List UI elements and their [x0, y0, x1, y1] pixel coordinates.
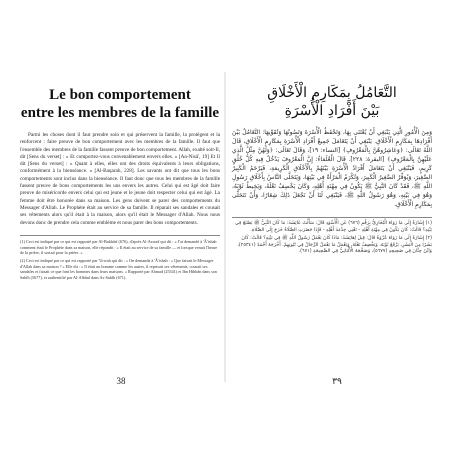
body-text-arabic: [232, 128, 432, 209]
title-line-2: بَيْنَ أَفْرَادِ الْأُسْرَةِ: [284, 103, 380, 119]
footnotes-french: [20, 235, 220, 281]
page-title-french: [20, 86, 220, 122]
footnotes-arabic: [232, 217, 432, 256]
page-number-left: 38: [116, 376, 126, 386]
title-line-2: entre les membres de la famille: [20, 105, 220, 121]
title-line-1: التَّعَامُلُ بِمَكَارِمِ الْأَخْلَاقِ: [267, 85, 397, 101]
left-page-french: [20, 72, 220, 372]
footnote-2: (2) Ceci est indiqué par ce qui est rapporté par 'Urwah qui dit : « On demanda à 'Â'ishah : « Que faisait le Messager d'Allah dans sa maison ? » Elle dit : « Il était un homme comme les autres, il reprisait ses vêtements, cousait ses sandales et faisait ce que font les hommes dans leurs maisons. » Rapporté par Ahmad (25341) et Ibn Hibbân dans son Sahîh (5677), et authentifié par Al-Albânî dans As-Sahîh (671).: [20, 257, 217, 281]
footnote-1: (1) Ceci est indiqué par ce qui est rapporté par Al-Bukhârî (676), d'après Al-Aswad qui dit : « J'ai demandé à 'Â'ishah comment était le Prophète dans sa maison, elle répondit : « Il était au service de sa famille — et lorsque venait l'heure de la prière, il sortait pour la prière. »: [20, 238, 218, 256]
right-page-arabic: [232, 72, 432, 372]
page-number-right: ٣٩: [332, 376, 342, 386]
page-title-arabic: [232, 84, 432, 120]
book-gutter: [224, 72, 226, 382]
footnote-1: (١) إِشَارَةٌ إِلَى مَا رَوَاهُ الْبُخَارِيُّ بِرَقْمِ (٦٧٦) عَنِ الْأَسْوَدِ قَالَ: سَأَلْتُ عَائِشَةَ: مَا كَانَ النَّبِيُّ ﷺ يَصْنَعُ فِي بَيْتِهِ؟ قَالَتْ: كَانَ يَكُونُ فِي مِهْنَةِ أَهْلِهِ - تَعْنِي خِدْمَةَ أَهْلِهِ - فَإِذَا حَضَرَتِ الصَّلَاةُ خَرَجَ إِلَى الصَّلَاةِ.: [235, 221, 432, 233]
title-line-1: Le bon comportement: [49, 87, 191, 103]
body-text-french: [20, 132, 220, 227]
body-paragraph: وَمِنَ الْأُمُورِ الَّتِي يَنْبَغِي أَنْ يُعْتَنَى بِهَا، وَتَحْفَظُ الْأُسْرَةَ وَتَصُونُهَا وَتُقَوِّيهَا: التَّعَامُلُ بَيْنَ أَفْرَادِهَا بِمَكَارِمِ الْأَخْلَاقِ. يَنْبَغِي أَنْ يَتَعَامَلَ جَمِيعُ أَفْرَادِ الْأُسْرَةِ بِمَكَارِمِ الْأَخْلَاقِ، قَالَ اللَّهُ تَعَالَى: ﴿وَعَاشِرُوهُنَّ بِالْمَعْرُوفِ﴾ [النساء: ١٩]، وَقَالَ تَعَالَى: ﴿وَلَهُنَّ مِثْلُ الَّذِي عَلَيْهِنَّ بِالْمَعْرُوفِ﴾ [البقرة: ٢٢٨]. قَالَ الْعُلَمَاءُ: إِنَّ الْمَعْرُوفَ يَدْخُلُ فِيهِ كُلُّ خُلُقٍ كَرِيمٍ، فَيَنْبَغِي أَنْ يَتَعَامَلَ أَفْرَادُ الْأُسْرَةِ بَيْنَهُمْ بِالْأَخْلَاقِ الْكَرِيمَةِ، فَيَرْحَمُ الْكَبِيرُ الصَّغِيرَ، وَيُوَقِّرُ الصَّغِيرُ الْكَبِيرَ، وَتُكْرَمُ الْمَرْأَةُ فِي بَيْتِهَا، وَيَتَحَلَّى النَّاسُ بِأَخْلَاقِ رَسُولِ اللَّهِ ﷺ، فَقَدْ كَانَ النَّبِيُّ ﷺ يَكُونُ فِي مِهْنَةِ أَهْلِهِ، وَكَانَ يَخْصِفُ نَعْلَهُ، وَيَخِيطُ ثَوْبَهُ، وَهُوَ فِي بَيْتِهِ، وَهُوَ رَسُولُ اللَّهِ ﷺ، فَيَنْبَغِي لَنَا أَنْ نَجْعَلَ ذَلِكَ شِعَارًا، وَأَنْ نَتَحَلَّى بِمَكَارِمِ الْأَخْلَاقِ.: [232, 129, 432, 208]
footnote-2: (٢) إِشَارَةٌ إِلَى مَا رَوَاهُ عُرْوَةُ قَالَ: قِيلَ لِعَائِشَةَ: مَاذَا كَانَ يَعْمَلُ رَسُولُ اللَّهِ ﷺ فِي بَيْتِهِ؟ قَالَتْ: كَانَ بَشَرًا مِنَ الْبَشَرِ، يَرْقَعُ ثَوْبَهُ، وَيَخْصِفُ نَعْلَهُ، وَيَعْمَلُ مَا يَعْمَلُ الرِّجَالُ فِي بُيُوتِهِمْ. أَخْرَجَهُ أَحْمَدُ (٢٥٣٤١)، وَابْنُ حِبَّانَ فِي صَحِيحِهِ (٥٦٧٧)، وَصَحَّحَهُ الْأَلْبَانِيُّ فِي الصَّحِيحَةِ (٦٧١).: [237, 236, 432, 255]
body-paragraph: Parmi les choses dont il faut prendre soin et qui préservent la famille, la protègent et la renforcent : faire preuve de bon comportement avec les membres de la famille. Il faut que l'ensemble des membres de la famille fassent preuve de bon comportement. Allah, exalté soit-Il, dit [Sens du verset] : « Et comportez-vous convenablement envers elles. » [An-Nisâ', 19] Et Il dit [Sens du verset] : « Quant à elles, elles ont des droits équivalents à leurs obligations, conformément à la bienséance. » [Al-Baqarah, 228]. Les savants ont dit que tous les bons comportements sont inclus dans la bienséance. Il faut donc que tous les membres de la famille fassent preuve de bons comportements les uns envers les autres. Celui qui est âgé doit faire preuve de miséricorde envers celui qui est jeune et le jeune doit respecter celui qui est âgé. La femme doit être honorée dans sa maison. Les gens doivent se parer des comportements du Messager d'Allah. Le Prophète était au service de sa famille. Il réparait ses sandales et cousait ses vêtements alors qu'il était à la maison, alors qu'il était le Messager d'Allah. Nous nous devons donc de prendre cela comme emblème et nous parer des bons comportements.: [20, 132, 220, 226]
